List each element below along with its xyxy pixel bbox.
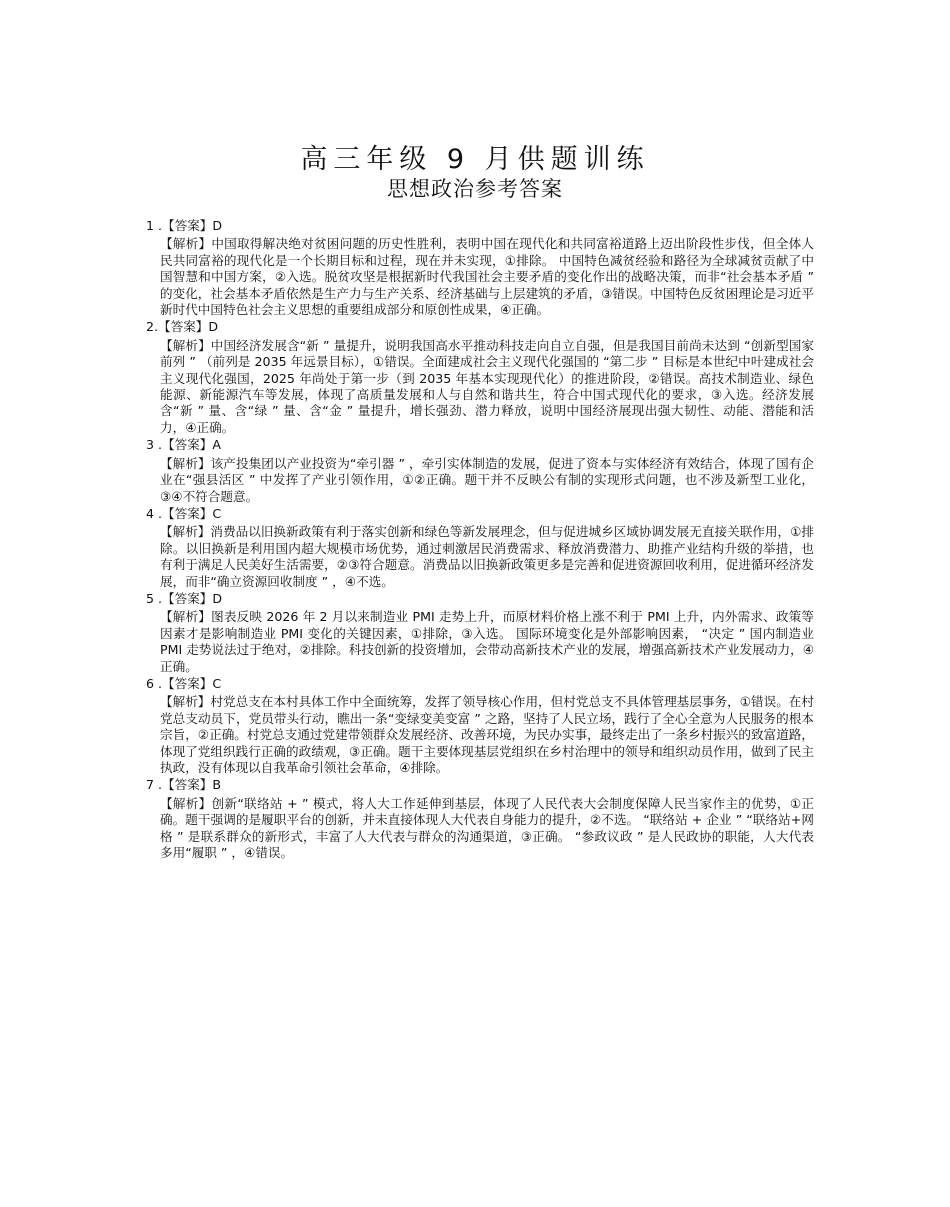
answer-line: 4 .【答案】C xyxy=(146,505,222,521)
answer-item-6 xyxy=(146,676,814,776)
answer-item-3 xyxy=(146,437,814,505)
analysis-paragraph: 【解析】创新“联络站 + ” 模式，将人大工作延伸到基层，体现了人民代表大会制度保障人民当家作主的优势，①正确。题干强调的是履职平台的创新，并未直接体现人大代表自身能力的提升，②不选。 “联络站 + 企业 ” “联络站+网格 ” 是联系群众的新形式，丰富了人大代表与群众的沟通渠道，③正确。 “参政议政 ” 是人民政协的职能，人大代表多用“履职 ” ，④错误。 xyxy=(160,795,814,861)
analysis-paragraph: 【解析】图表反映 2026 年 2 月以来制造业 PMI 走势上升，而原材料价格上涨不利于 PMI 上升，内外需求、政策等因素才是影响制造业 PMI 变化的关键因素，①排除，③入选。 国际环境变化是外部影响因素， “决定 ” 国内制造业 PMI 走势说法过于绝对，②排除。科技创新的投资增加，会带动高新技术产业的发展，增强高新技术产业发展动力，④正确。 xyxy=(160,609,814,674)
answer-list xyxy=(146,218,814,862)
answer-line: 1 .【答案】D xyxy=(146,218,223,233)
answer-line: 3 .【答案】A xyxy=(146,437,222,453)
answer-item-4 xyxy=(146,506,814,590)
analysis-paragraph: 【解析】村党总支在本村具体工作中全面统筹，发挥了领导核心作用，但村党总支不具体管理基层事务，①错误。在村党总支动员下，党员带头行动，瞧出一条“变绿变美变富 ” 之路，坚持了人民立场，践行了全心全意为人民服务的根本宗旨，②正确。村党总支通过党建带领群众发展经济、改善环境，为民办实事，最终走出了一条乡村振兴的致富道路，体现了党组织践行正确的政绩观，③正确。题干主要体现基层党组织在乡村治理中的领导和组织动员作用，做到了民主执政，没有体现以自我革命引领社会革命，④排除。 xyxy=(160,694,814,775)
answer-item-2 xyxy=(146,319,814,436)
answer-item-5 xyxy=(146,591,814,675)
answer-line: 2.【答案】D xyxy=(146,319,219,335)
page-subtitle: 思想政治参考答案 xyxy=(387,177,563,201)
analysis-paragraph: 【解析】消费品以旧换新政策有利于落实创新和绿色等新发展理念，但与促进城乡区域协调发展无直接关联作用，①排除。以旧换新是利用国内超大规模市场优势，通过刺激居民消费需求、释放消费潜力、助推产业结构升级的举措，也有利于满足人民美好生活需要，②③符合题意。消费品以旧换新政策更多是完善和促进资源回收利用，促进循环经济发展，而非“确立资源回收制度 ” ，④不选。 xyxy=(160,524,814,589)
analysis-paragraph: 【解析】中国取得解决绝对贫困问题的历史性胜利，表明中国在现代化和共同富裕道路上迈出阶段性步伐，但全体人民共同富裕的现代化是一个长期目标和过程，现在并未实现，①排除。 中国特色减贫经验和路径为全球减贫贡献了中国智慧和中国方案，②入选。脱贫攻坚是根据新时代我国社会主要矛盾的变化作出的战略决策，而非“社会基本矛盾 ” 的变化，社会基本矛盾依然是生产力与生产关系、经济基础与上层建筑的矛盾，③错误。中国特色反贫困理论是习近平新时代中国特色社会主义思想的重要组成部分和原创性成果，④正确。 xyxy=(160,236,814,318)
title-block xyxy=(0,144,950,202)
analysis-paragraph: 【解析】该产投集团以产业投资为“牵引器 ” ，牵引实体制造的发展，促进了资本与实体经济有效结合，体现了国有企业在“强县活区 ” 中发挥了产业引领作用，①②正确。题干并不反映公有制的实现形式问题，也不涉及新型工业化，③④不符合题意。 xyxy=(160,455,814,504)
page-title: 高三年级 9 月供题训练 xyxy=(300,144,650,175)
answer-line: 5 .【答案】D xyxy=(146,590,223,606)
analysis-paragraph: 【解析】中国经济发展含“新 ” 量提升，说明我国高水平推动科技走向自立自强，但是我国目前尚未达到 “创新型国家前列 ” （前列是 2035 年远景目标），①错误。全面建成社会主义现代化强国的 “第二步 ” 目标是本世纪中叶建成社会主义现代化强国，2025 年尚处于第一步（到 2035 年基本实现现代化）的推进阶段，②错误。高技术制造业、绿色能源、新能源汽车等发展，体现了高质量发展和人与自然和谐共生，符合中国式现代化的要求，③入选。经济发展含“新 ” 量、含“绿 ” 量、含“金 ” 量提升，增长强劲、潜力释放，说明中国经济展现出强大韧性、动能、潜能和活力，④正确。 xyxy=(160,337,814,435)
answer-item-7 xyxy=(146,777,814,861)
answer-line: 6 .【答案】C xyxy=(146,675,222,691)
answer-item-1 xyxy=(146,218,814,318)
answer-line: 7 .【答案】B xyxy=(146,777,222,793)
